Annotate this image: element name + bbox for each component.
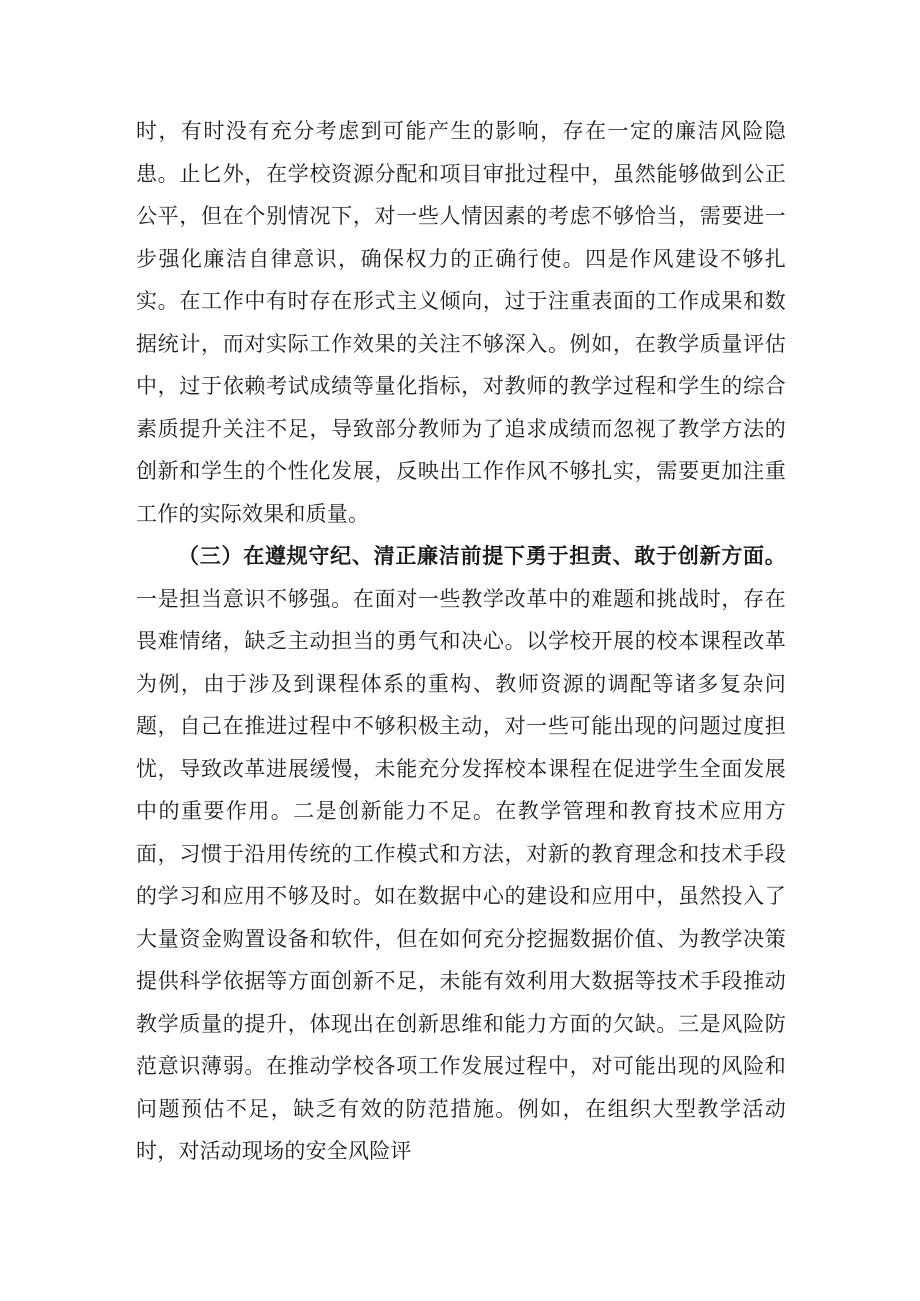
- section-heading: （三）在遵规守纪、清正廉洁前提下勇于担责、敢于创新方面。: [178, 543, 786, 568]
- document-page: [136, 110, 786, 1173]
- section-body: 一是担当意识不够强。在面对一些教学改革中的难题和挑战时，存在畏难情绪，缺乏主动担当的勇气和决心。以学校开展的校本课程改革为例，由于涉及到课程体系的重构、教师资源的调配等诸多复杂问题，自己在推进过程中不够积极主动，对一些可能出现的问题过度担忧，导致改革进展缓慢，未能充分发挥校本课程在促进学生全面发展中的重要作用。二是创新能力不足。在教学管理和教育技术应用方面，习惯于沿用传统的工作模式和方法，对新的教育理念和技术手段的学习和应用不够及时。如在数据中心的建设和应用中，虽然投入了大量资金购置设备和软件，但在如何充分挖掘数据价值、为教学决策提供科学依据等方面创新不足，未能有效利用大数据等技术手段推动教学质量的提升，体现出在创新思维和能力方面的欠缺。三是风险防范意识薄弱。在推动学校各项工作发展过程中，对可能出现的风险和问题预估不足，缺乏有效的防范措施。例如，在组织大型教学活动时，对活动现场的安全风险评: [136, 586, 786, 1163]
- paragraph-continuation: 时，有时没有充分考虑到可能产生的影响，存在一定的廉洁风险隐患。止匕外，在学校资源分配和项目审批过程中，虽然能够做到公正公平，但在个别情况下，对一些人情因素的考虑不够恰当，需要进一步强化廉洁自律意识，确保权力的正确行使。四是作风建设不够扎实。在工作中有时存在形式主义倾向，过于注重表面的工作成果和数据统计，而对实际工作效果的关注不够深入。例如，在教学质量评估中，过于依赖考试成绩等量化指标，对教师的教学过程和学生的综合素质提升关注不足，导致部分教师为了追求成绩而忽视了教学方法的创新和学生的个性化发展，反映出工作作风不够扎实，需要更加注重工作的实际效果和质量。: [136, 119, 786, 526]
- paragraph-section-three: [136, 535, 786, 1173]
